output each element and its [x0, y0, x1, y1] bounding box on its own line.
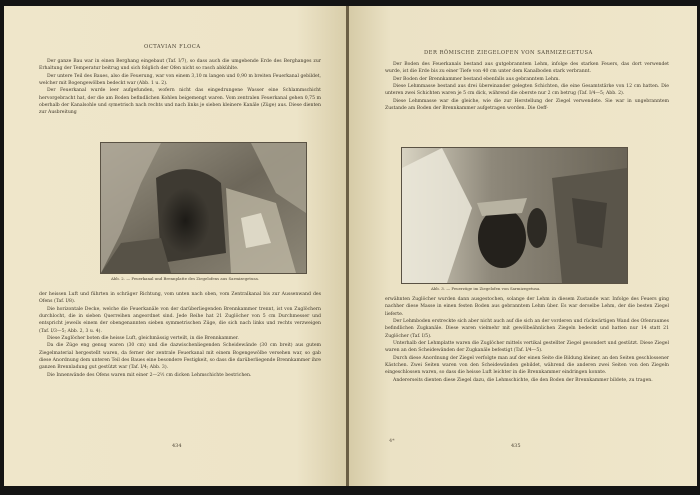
paragraph: Der untere Teil des Baues, also die Feuerung, war von einem 3,10 m langen und 0,90 m breiten Feuerkanal gebildet, welcher mit Bogengewölben bedeckt war (Abb. 1 u. 2). [39, 73, 321, 87]
paragraph: Der Boden des Feuerkanals bestand aus gutgebranntem Lehm, infolge des starken Feuers, das dort verwendet wurde, ist die Erde bis zu einer Tiefe von 40 cm unter dem Kanalboden stark verbrannt. [385, 62, 669, 75]
paragraph: Andererseits dienten diese Ziegel dazu, die Lehmschichte, die den Boden der Brennkammer bildete, zu tragen. [393, 377, 653, 383]
page-number-left: 434 [172, 443, 182, 449]
running-header-left: OCTAVIAN FLOCA [144, 44, 201, 50]
page-number-right: 435 [511, 443, 521, 449]
running-header-right: DER RÖMISCHE ZIEGELOFEN VON SARMIZEGETUSA [424, 50, 593, 56]
signature-mark: 4* [389, 438, 395, 444]
paragraph: Diese Zuglöcher boten die heisse Luft, gleichmässig verteilt, in die Brennkammer. [47, 336, 239, 342]
paragraph: Der Feuerkanal wurde leer aufgefunden, wofern nicht das eingedrungene Wasser eine Schlammschicht hervorgebracht hat, der die am Boden befindlichen Kohlen beigemengt waren. Vom zentralen Feuerkanal gehen 0,75 m oberhalb der Kanalsohle und symetrisch nach rechts und nach links je sieben kleinere Kanäle (Züge) aus. Diese dienten zur Ausbreitung [39, 88, 321, 116]
paragraph: erwähnten Zuglöcher wurden dann ausgestochen, solange der Lehm in diesem Zustande war. Infolge des Feuers ging nachher diese Masse in einen festen Boden aus gebranntem Lehm über. Es war derselbe Lehm, der die besten Ziegel lieferte. [385, 297, 669, 317]
left-text-bottom [39, 291, 321, 379]
paragraph: der heissen Luft und führten in schräger Richtung, vom unten nach oben, vom Zentralkanal bis zur Aussenwand des Ofens (Taf. I/8). [39, 292, 321, 305]
flue-photo-illustration [402, 148, 627, 283]
left-figure-photo [100, 142, 307, 274]
left-page [4, 6, 348, 486]
right-text-top [385, 61, 669, 112]
paragraph: Die Innenwände des Ofens waren mit einer 2—2½ cm dicken Lehmschichte bestrichen. [47, 372, 252, 378]
left-figure-caption: Abb. 2. — Feuerkanal und Brennplatte des Ziegelofens aus Sarmizegetusa. [111, 276, 260, 281]
paragraph: Diese Lehmmasse bestand aus drei übereinander gelegten Schichten, die eine Gesamtstärke von 12 cm hatten. Die unteren zwei Schichten waren je 5 cm dick, während die oberste nur 2 cm betrug (Taf. I/4—5; Abb. 2). [385, 84, 669, 97]
paragraph: Der ganze Bau war in einen Berghang eingebaut (Taf. I/7), so dass auch die umgebende Erde des Berghanges zur Erhaltung der Temperatur beitrug und sich folglich der Ofen nicht so rasch abkühlte. [39, 59, 321, 72]
paragraph: Unterhalb der Lehmplatte waren die Zuglöcher mittels vertikal gestellter Ziegel gesondert und gestützt. Diese Ziegel waren an den Scheidewänden der Zugkanäle befestigt (Taf. I/4—5). [385, 341, 669, 354]
paragraph: Da die Züge eng genug waren (30 cm) und die dazwischenliegenden Scheidewände (30 cm breit) aus gutem Ziegelmaterial hergestellt waren, da ferner der zentrale Feuerkanal mit einem Bogengewölbe versehen war, so gab diese Anordnung dem unteren Teil des Baues eine besondere Festigkeit, so dass die darüberliegende Brennkammer ihre ganzen Brennladung gut gestützt war (Taf. I/4; Abb. 3). [39, 343, 321, 371]
paragraph: Diese Lehmmasse war die gleiche, wie die zur Herstellung der Ziegel verwendete. Sie war in ungebranntem Zustande am Boden der Brennkammer aufgetragen worden. Die Oeff- [385, 98, 669, 112]
paragraph: Die horizontale Decke, welche die Feuerkanäle von der darüberliegenden Brennkammer trennt, ist von Zuglöchern durchlocht, die in sieben Querreihen angeordnet sind. Jede Reihe hat 21 Zuglöcher von 5 cm Durchmesser und entspricht jeweils einem der obengenannten sieben symmetrischen Züge, die sich nach links und rechts verzweigen (Taf. I/3—5; Abb. 2, 3 u. 4). [39, 306, 321, 334]
paragraph: Der Boden der Brennkammer bestand ebenfalls aus gebranntem Lehm. [393, 76, 560, 82]
paragraph: Durch diese Anordnung der Ziegel verfolgte man auf der einen Seite die Bildung kleiner, an den Seiten geschlossener Kästchen. Zwei Seiten waren von den Scheidewänden gebildet, während die anderen zwei Seiten von den Ziegeln eingeschlossen waren, so dass die heisse Luft leichter in die Brennkammer eindringen konnte. [385, 355, 669, 376]
kiln-photo-illustration [101, 143, 306, 273]
left-text-top [39, 58, 321, 117]
right-figure-photo [401, 147, 628, 284]
right-page [349, 6, 697, 486]
right-text-bottom [385, 296, 669, 384]
right-figure-caption: Abb. 3. — Feuerzüge im Ziegelofen von Sarmizegetusa. [431, 286, 541, 291]
paragraph: Der Lehmboden erstreckte sich aber nicht auch auf die sich an der vorderen und rückwärtigen Wand des Ofenraumes befindlichen Zugkanäle. Diese waren vielmehr mit gewölbeähnlichen Ziegeln bedeckt und hatten nur 14 statt 21 Zuglöcher (Taf. I/5). [385, 319, 669, 339]
